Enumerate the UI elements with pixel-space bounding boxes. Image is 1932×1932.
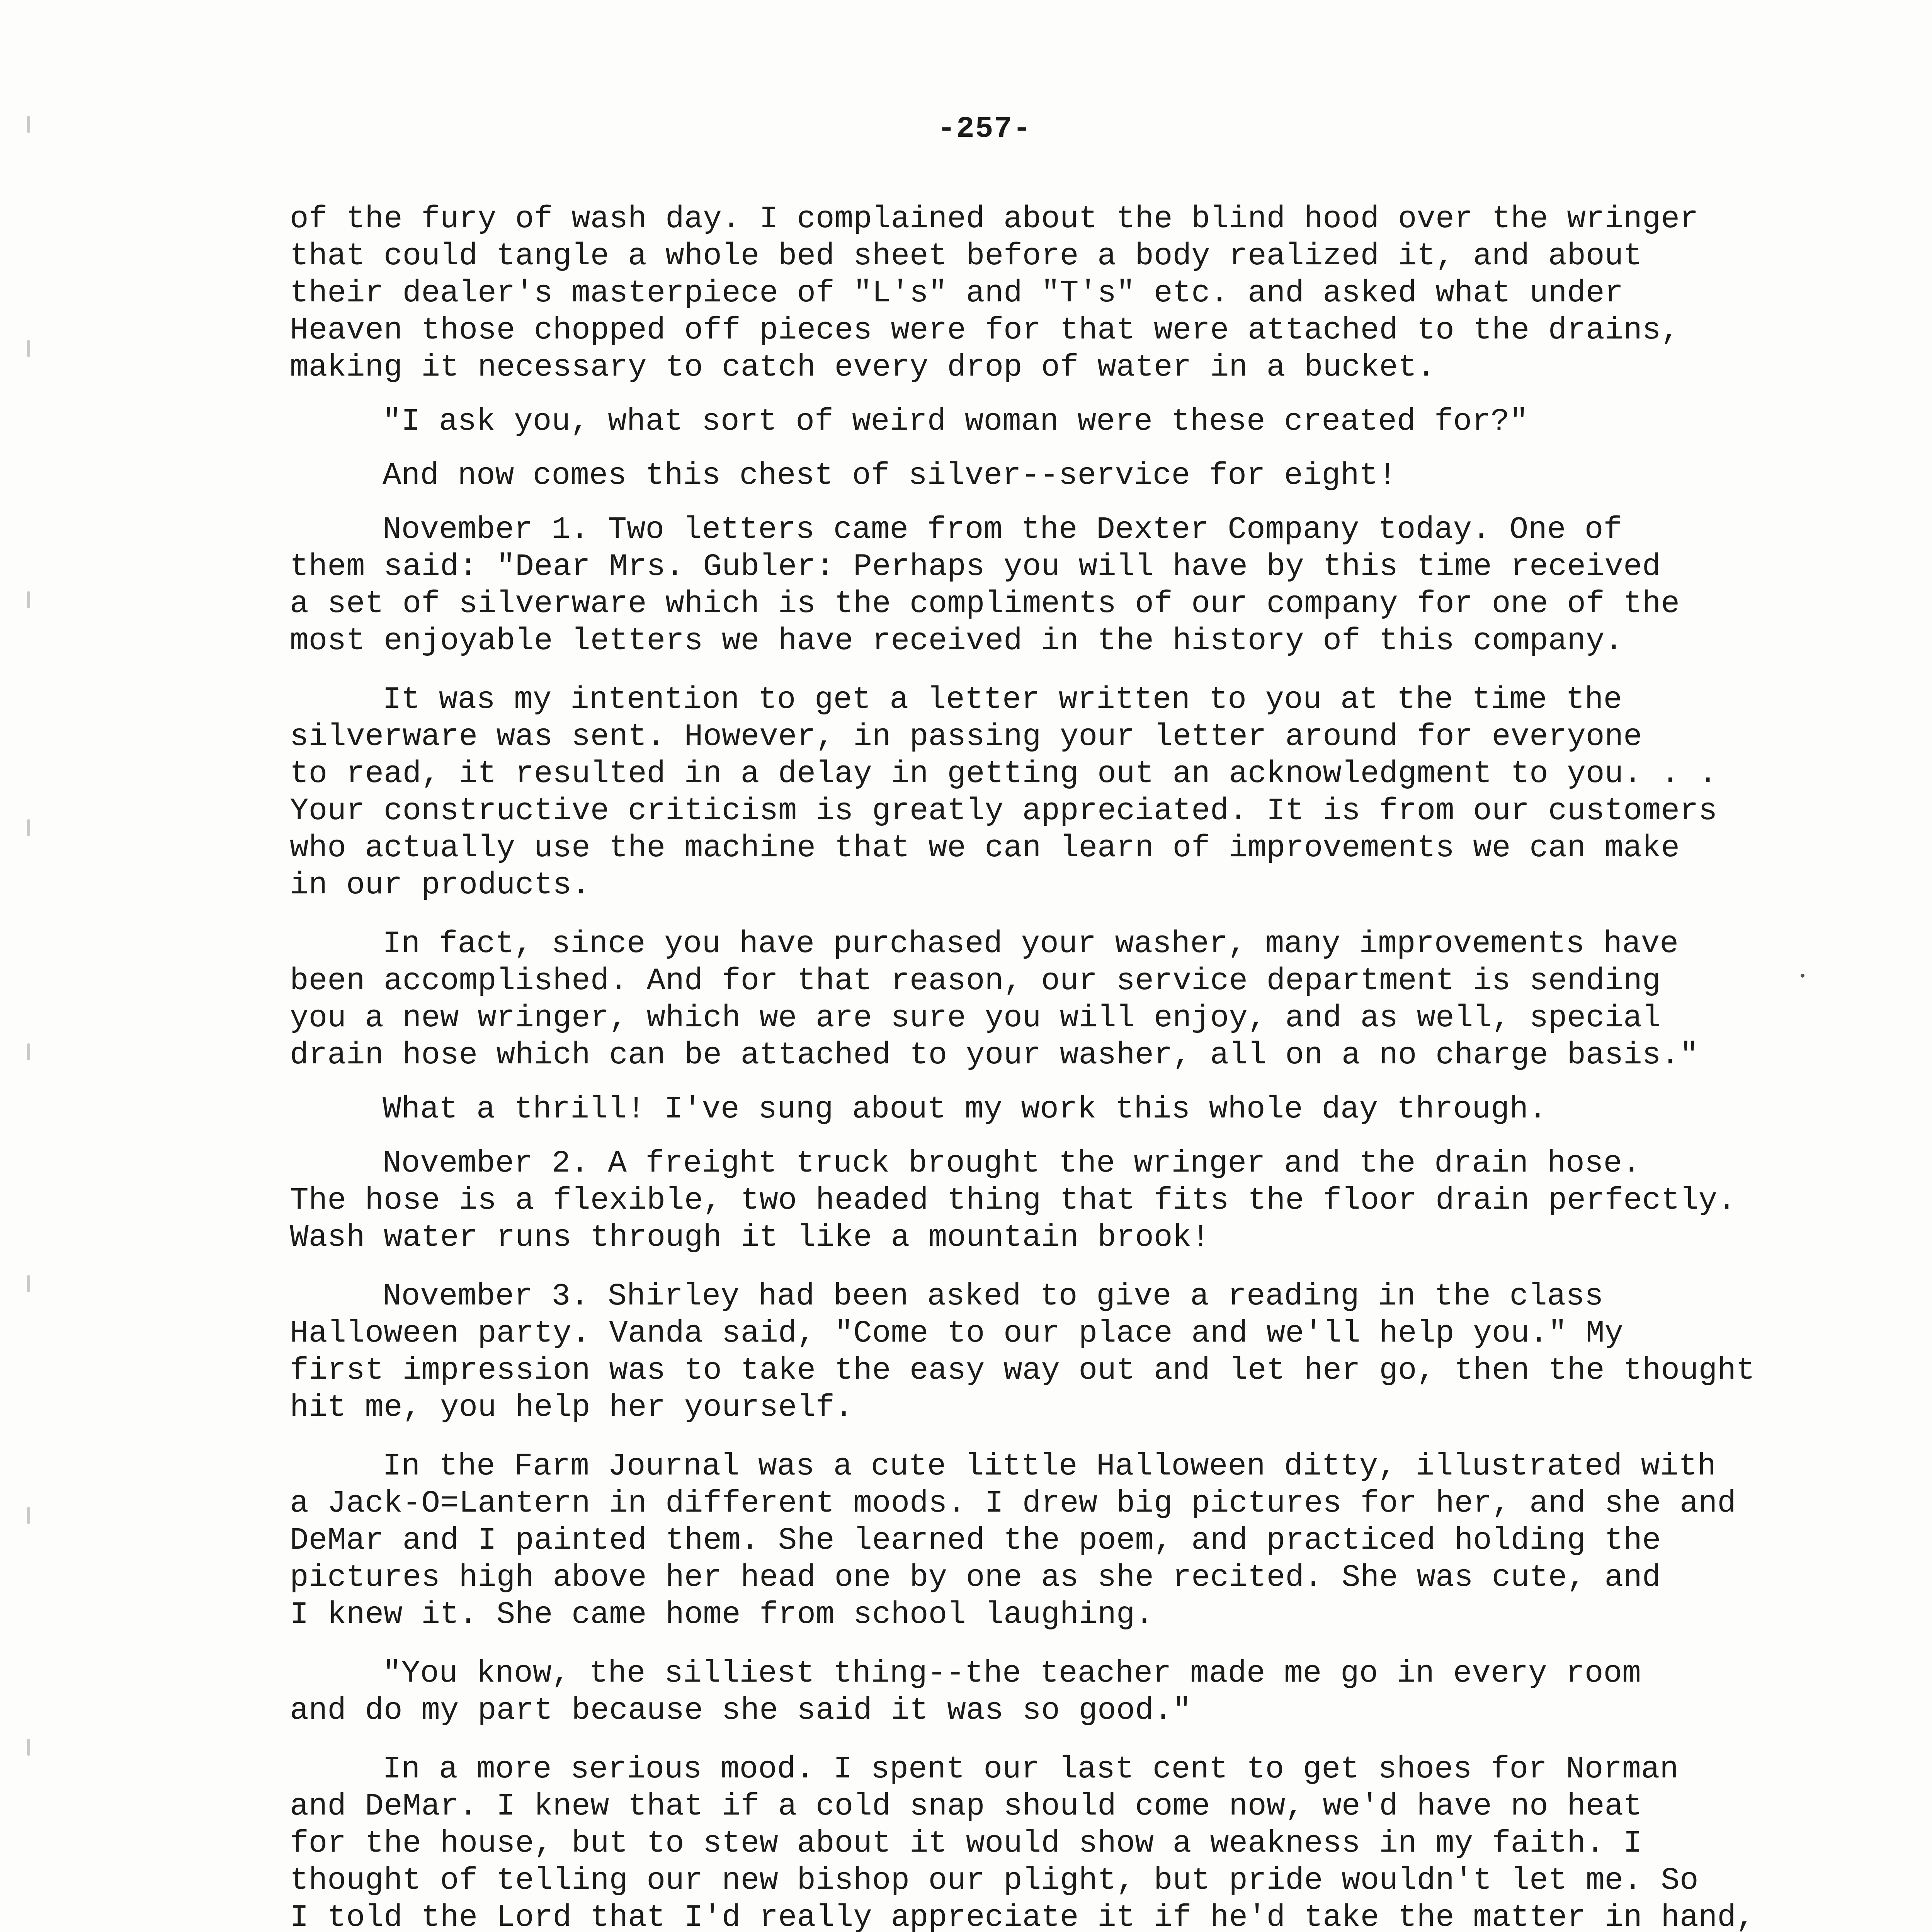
margin-scan-mark xyxy=(27,340,30,357)
paragraph: In the Farm Journal was a cute little Halloween ditty, illustrated with a Jack-O=Lantern in different moods. I drew big pictures for her, and she and DeMar and I painted them. She learned the poem, and practiced holding the pictures high above her head one by one as she recited. She was cute, and I knew it. She came home from school laughing. xyxy=(290,1449,1736,1633)
body-text xyxy=(290,201,1804,1932)
paragraph: November 3. Shirley had been asked to give a reading in the class Halloween party. Vanda said, "Come to our place and we'll help you." My first impression was to take the easy way out and let her go, then the thought hit me, you help her yourself. xyxy=(290,1279,1755,1425)
margin-scan-mark xyxy=(27,819,30,836)
paragraph: "I ask you, what sort of weird woman were these created for?" xyxy=(383,404,1529,439)
paragraph: In a more serious mood. I spent our last cent to get shoes for Norman and DeMar. I knew that if a cold snap should come now, we'd have no heat for the house, but to stew about it would show a weakness in my faith. I thought of telling our new bishop our plight, but pride wouldn't let me. So I told the Lord that I'd really appreciate it if he'd take the matter in hand, xyxy=(290,1752,1755,1932)
paragraph: It was my intention to get a letter written to you at the time the silverware was sent. However, in passing your letter around for everyone to read, it resulted in a delay in getting out an acknowledgment to you. . . Your constructive criticism is greatly appreciated. It is from our customers who actually use the machine that we can learn of improvements we can make in our products. xyxy=(290,682,1718,903)
margin-scan-mark xyxy=(27,591,30,608)
paragraph: In fact, since you have purchased your washer, many improvements have been accomplished. And for that reason, our service department is sending you a new wringer, which we are sure you will enjoy, and as well, special drain hose which can be attached to your washer, all on a no charge basis." xyxy=(290,927,1699,1073)
paragraph: November 2. A freight truck brought the wringer and the drain hose. The hose is a flexible, two headed thing that fits the floor drain perfectly. Wash water runs through it like a mountain brook! xyxy=(290,1146,1736,1255)
paragraph: November 1. Two letters came from the Dexter Company today. One of them said: "Dear Mrs. Gubler: Perhaps you will have by this time received a set of silverware which is the compliments of our company for one of the most enjoyable letters we have received in the history of this company. xyxy=(290,512,1680,659)
margin-scan-mark xyxy=(27,1507,30,1524)
page-number: -257- xyxy=(937,112,1032,146)
margin-scan-mark xyxy=(27,1275,30,1292)
paragraph: "You know, the silliest thing--the teacher made me go in every room and do my part because she said it was so good." xyxy=(290,1656,1641,1728)
paragraph: And now comes this chest of silver--service for eight! xyxy=(383,458,1397,493)
paragraph: of the fury of wash day. I complained about the blind hood over the wringer that could tangle a whole bed sheet before a body realized it, and about their dealer's masterpiece of "L's" and "T's" etc. and asked what under Heaven those chopped off pieces were for that were attached to the drains, making it necessary to catch every drop of water in a bucket. xyxy=(290,202,1699,385)
margin-scan-mark xyxy=(27,1739,30,1756)
paragraph: What a thrill! I've sung about my work this whole day through. xyxy=(383,1092,1547,1127)
margin-scan-mark xyxy=(27,1043,30,1060)
